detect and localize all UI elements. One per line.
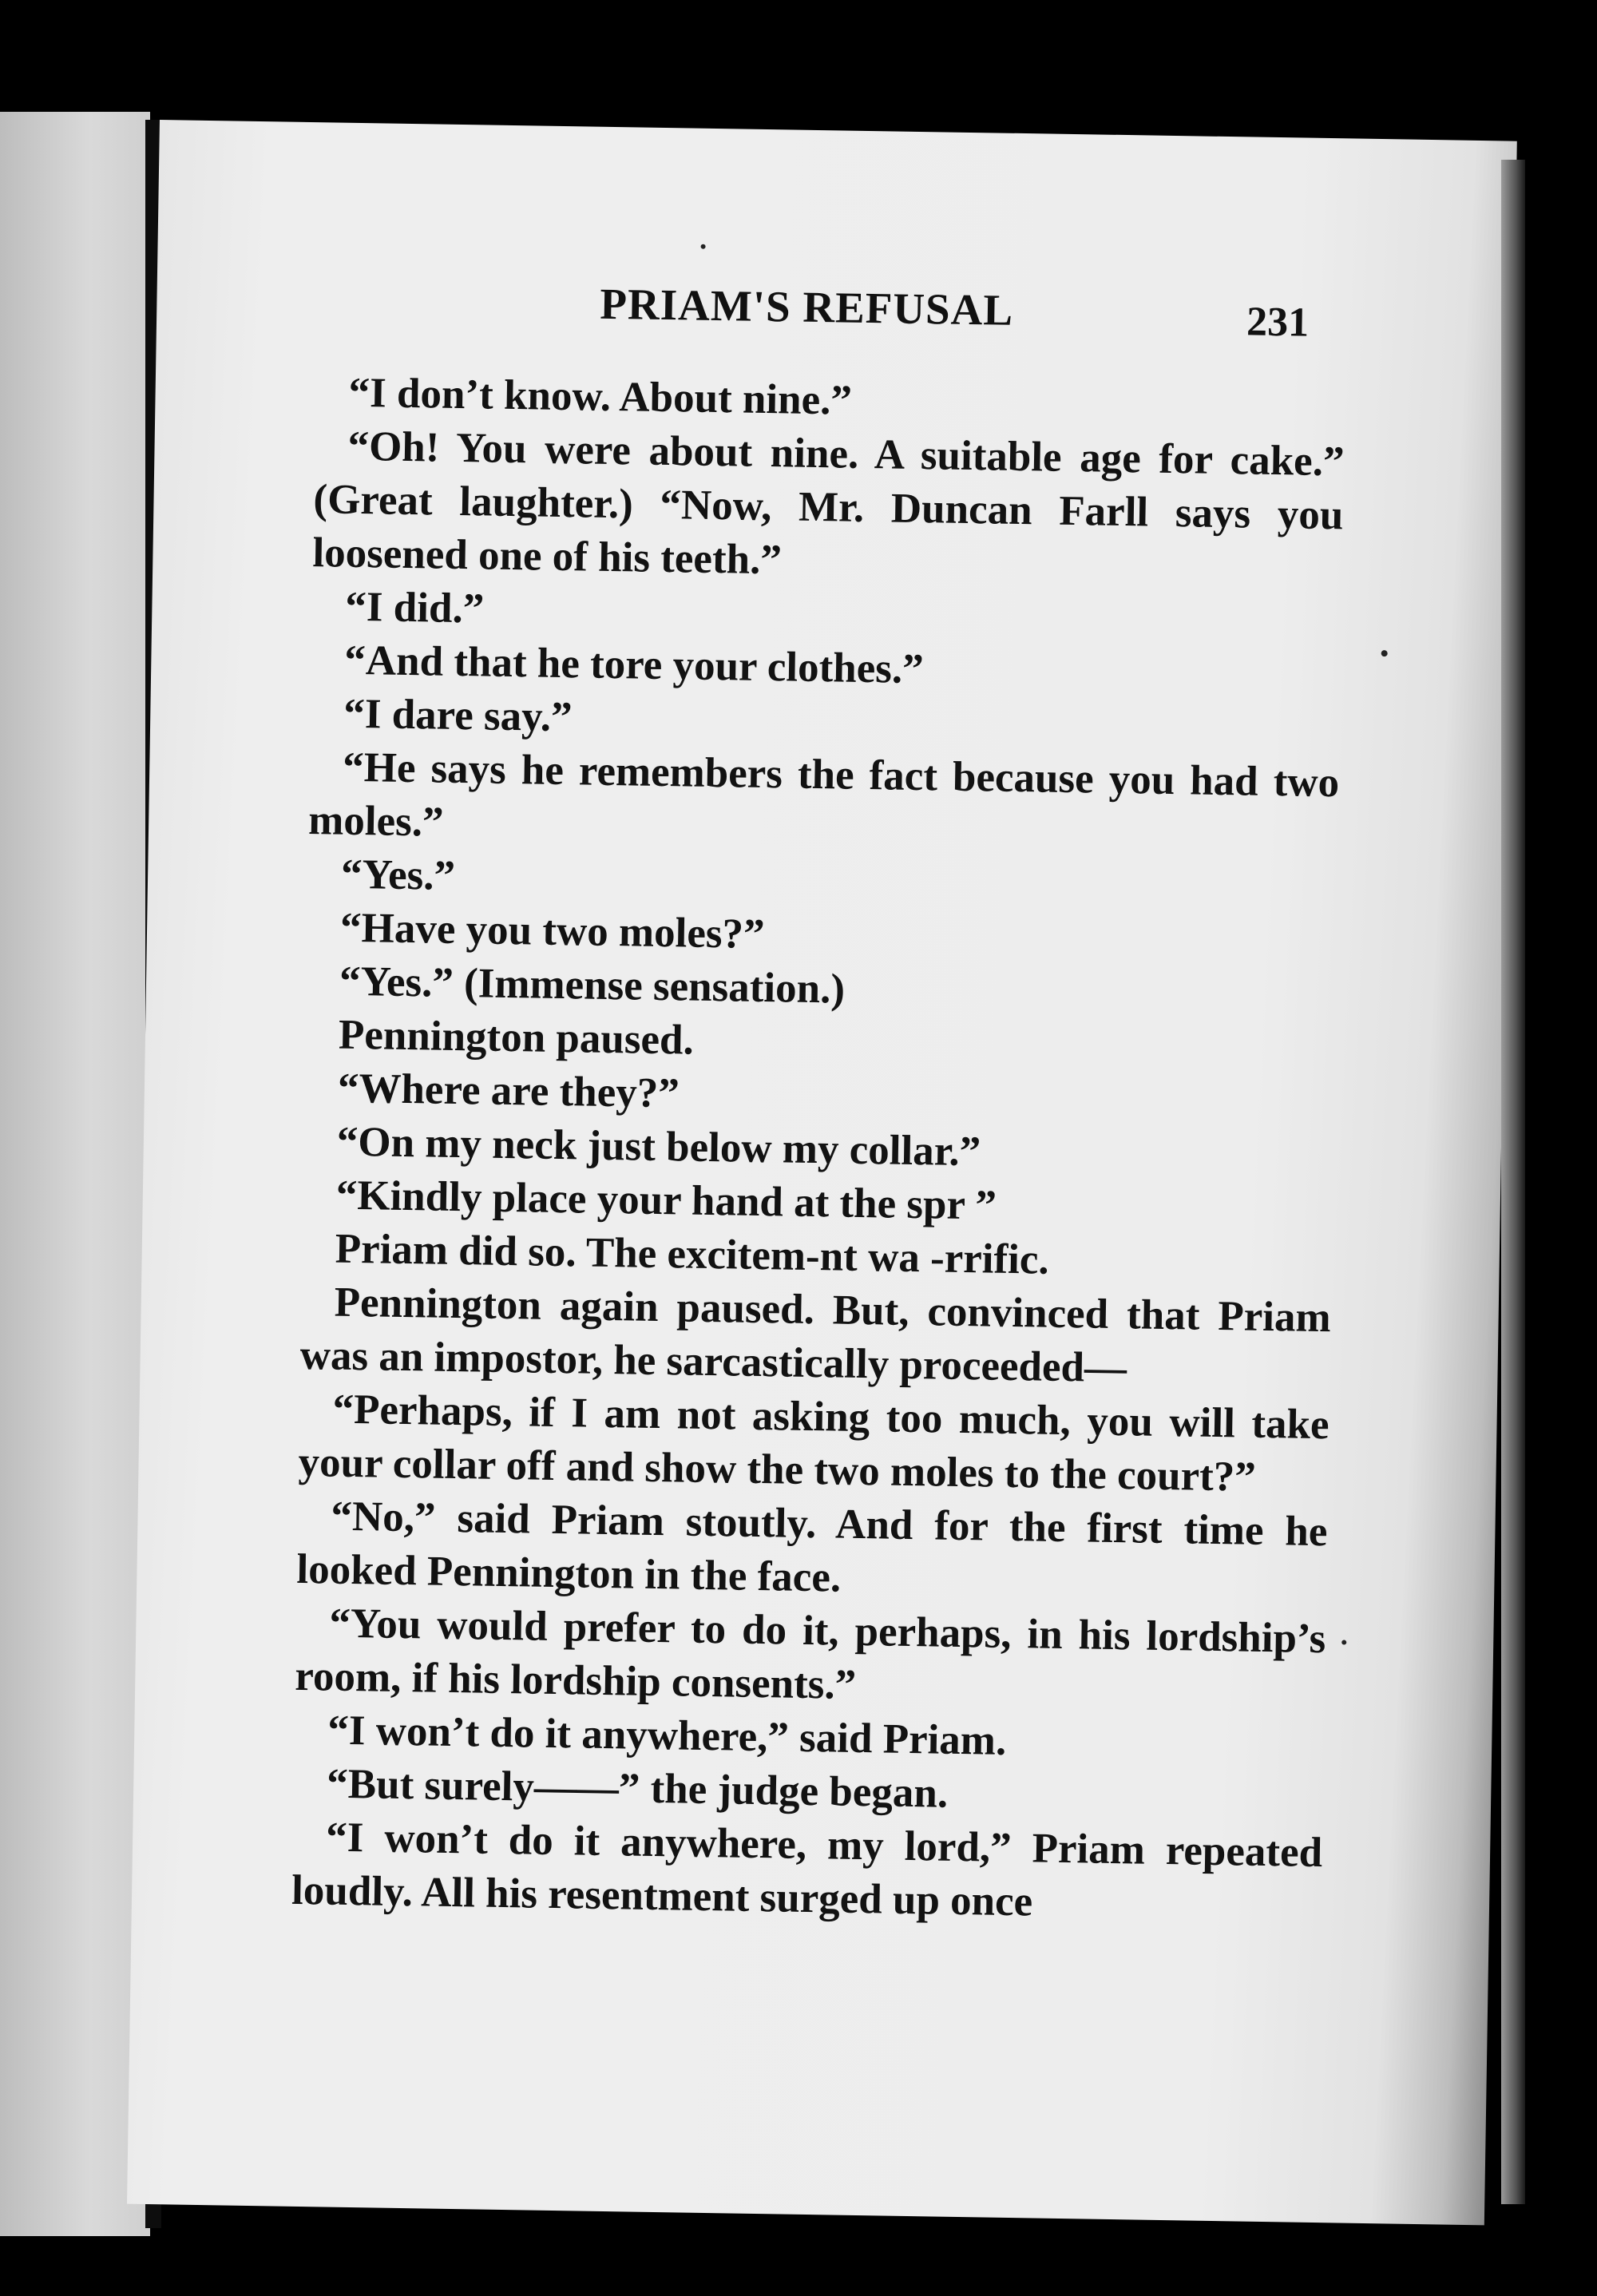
paragraph: “Perhaps, if I am not asking too much, you will take your collar off and show the two moles to the court?” bbox=[298, 1386, 1330, 1501]
facing-page-edge bbox=[0, 112, 150, 2236]
page-edge-shadow bbox=[1501, 160, 1525, 2204]
paragraph: “I won’t do it anywhere, my lord,” Priam repeated loudly. All his resentment surged up once bbox=[291, 1814, 1323, 1925]
paragraph: “He says he remembers the fact because you had two moles.” bbox=[307, 744, 1340, 846]
paragraph: Priam did so. The excitem‑nt wa ‑rrific. bbox=[335, 1225, 1050, 1283]
scan-speck bbox=[1341, 1640, 1346, 1644]
paragraph: “I won’t do it anywhere,” said Priam. bbox=[327, 1707, 1007, 1764]
page-body bbox=[291, 366, 1345, 1933]
paragraph: “You would prefer to do it, perhaps, in his lordship’s room, if his lordship consents.” bbox=[294, 1600, 1326, 1708]
page-number: 231 bbox=[1246, 299, 1310, 346]
paragraph: “I dare say.” bbox=[343, 690, 573, 741]
paragraph: “I did.” bbox=[344, 583, 485, 632]
paragraph: “No,” said Priam stoutly. And for the first time he looked Pennington in the face. bbox=[296, 1493, 1328, 1601]
paragraph: “Yes.” (Immense sensation.) bbox=[339, 958, 846, 1013]
page-header bbox=[157, 272, 1515, 357]
paragraph: Pennington paused. bbox=[338, 1011, 695, 1064]
book-page bbox=[127, 120, 1517, 2225]
scan-speck bbox=[1381, 650, 1388, 656]
paragraph: Pennington again paused. But, convinced that Priam was an impostor, he sarcastically proceeded— bbox=[299, 1279, 1332, 1392]
paragraph: “Kindly place your hand at the spr ” bbox=[335, 1172, 997, 1229]
paragraph: “Yes.” bbox=[340, 851, 456, 899]
paragraph: “On my neck just below my collar.” bbox=[336, 1118, 981, 1176]
paragraph: “Where are they?” bbox=[337, 1065, 680, 1117]
paragraph: “But surely——” the judge began. bbox=[326, 1760, 949, 1817]
paragraph: “Have you two moles?” bbox=[339, 904, 765, 958]
paragraph: “Oh! You were about nine. A suitable age for cake.” (Great laughter.) “Now, Mr. Duncan Farll says you loosened one of his teeth.” bbox=[312, 422, 1345, 584]
scan-speck bbox=[701, 244, 706, 249]
paragraph: “I don’t know. About nine.” bbox=[348, 369, 853, 424]
running-head: PRIAM'S REFUSAL bbox=[599, 279, 1014, 335]
paragraph: “And that he tore your clothes.” bbox=[343, 636, 925, 693]
